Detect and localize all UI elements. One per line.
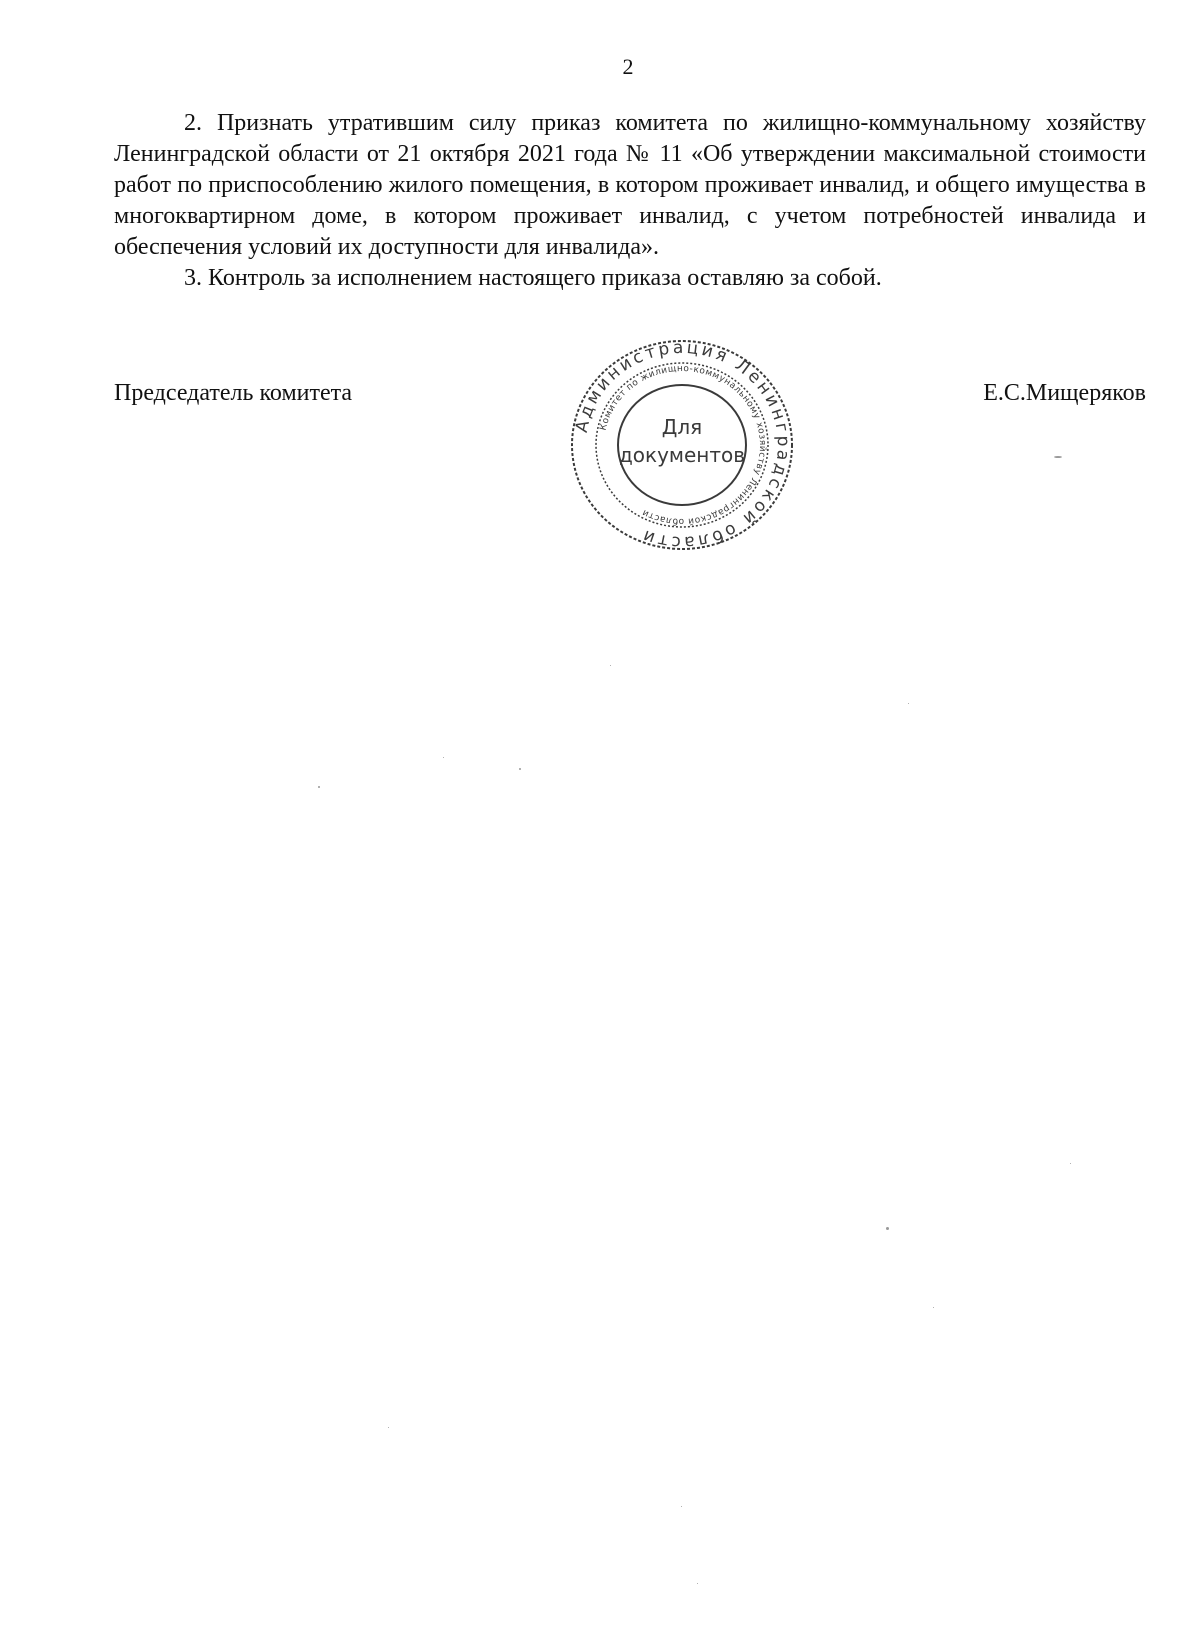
seal-outer-text: Администрация Ленинградской области	[571, 338, 794, 552]
signer-name: Е.С.Мищеряков	[983, 380, 1146, 406]
scan-speck	[1070, 1163, 1071, 1164]
scan-speck	[908, 703, 909, 704]
seal-inner-text: Комитет по жилищно-коммунальному хозяйству Ленинградской области	[598, 363, 768, 527]
seal-center-line-1: Для	[661, 415, 703, 439]
official-seal	[568, 338, 796, 552]
scan-speck	[1054, 456, 1062, 458]
page-number: 2	[622, 54, 634, 79]
paragraph-3: 3. Контроль за исполнением настоящего приказа оставляю за собой.	[184, 265, 882, 291]
scan-speck	[610, 665, 611, 666]
scan-speck	[886, 1227, 889, 1230]
scan-speck	[388, 1427, 389, 1428]
scan-speck	[933, 1307, 934, 1308]
scan-speck	[443, 757, 444, 758]
signer-title: Председатель комитета	[114, 380, 353, 406]
document-body	[114, 108, 1146, 294]
scan-speck	[681, 1506, 682, 1507]
scan-speck	[318, 786, 320, 788]
scan-speck	[519, 768, 521, 770]
seal-center-line-2: документов	[618, 443, 746, 467]
paragraph-2: 2. Признать утратившим силу приказ комитета по жилищно-коммунальному хозяйству Ленинградской области от 21 октября 2021 года № 11 «Об утверждении максимальной стоимости работ по приспособлению жилого помещения, в котором проживает инвалид, и общего имущества в многоквартирном доме, в котором проживает инвалид, с учетом потребностей инвалида и обеспечения условий их доступности для инвалида».	[114, 110, 1146, 260]
seal-graphic	[568, 338, 796, 552]
scan-speck	[697, 1583, 698, 1584]
